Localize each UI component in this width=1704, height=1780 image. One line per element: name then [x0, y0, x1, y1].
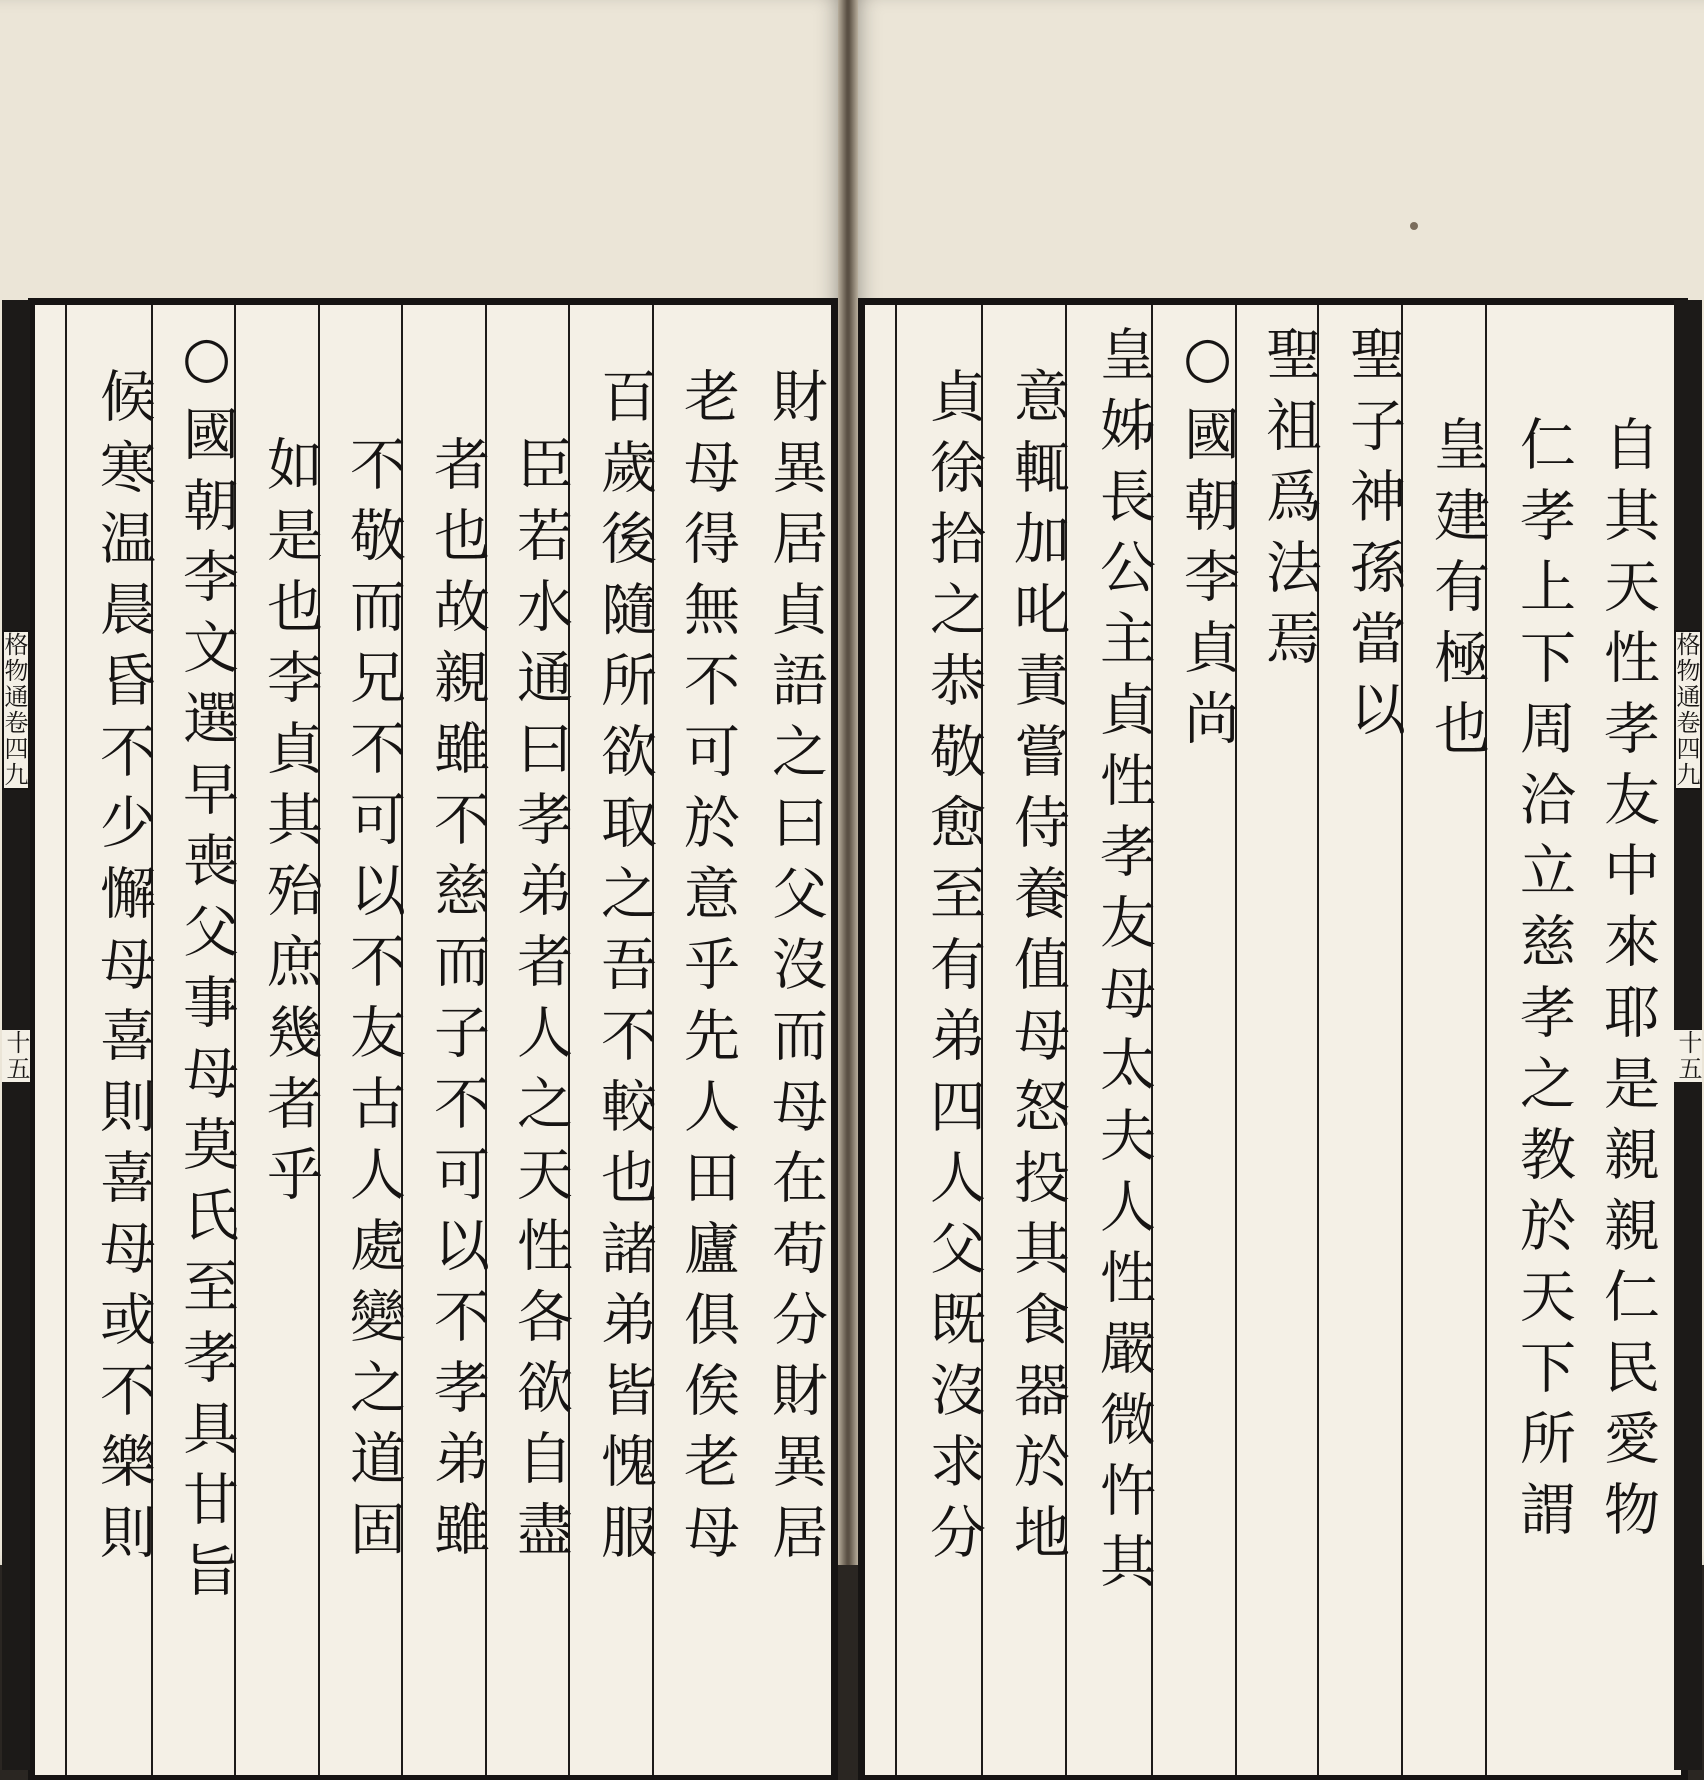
right-column-4-text: 聖子神孫當以: [1341, 325, 1406, 751]
left-column-3-text: 百歲後隨所欲取之吾不較也諸弟皆愧服: [592, 367, 657, 1574]
right-column-7: [1065, 305, 1156, 1775]
left-column-7: [234, 305, 323, 1775]
left-column-7-text: 如是也李貞其殆庶幾者乎: [258, 435, 323, 1216]
right-column-4: [1317, 305, 1406, 1775]
right-column-8-text: 意輒加叱責嘗侍養值母怒投其食器於地: [1005, 367, 1070, 1574]
left-column-8: [151, 305, 239, 1775]
right-column-8: [981, 305, 1070, 1775]
paper-speck: [1410, 222, 1418, 230]
right-column-7-text: 皇姊長公主貞性孝友母太夫人性嚴微忤其: [1091, 325, 1156, 1603]
right-column-5-text: 聖祖爲法焉: [1257, 325, 1322, 680]
left-column-1-text: 財異居貞語之曰父沒而母在苟分財異居: [763, 367, 828, 1574]
right-column-1: [1571, 305, 1660, 1775]
left-column-5: [401, 305, 490, 1775]
left-column-5-text: 者也故親雖不慈而子不可以不孝弟雖: [425, 435, 490, 1571]
left-spine-title: 格物通卷四九: [0, 632, 28, 788]
right-column-1-text: 自其天性孝友中來耶是親親仁民愛物: [1595, 415, 1660, 1551]
right-column-2-text: 仁孝上下周洽立慈孝之教於天下所謂: [1511, 415, 1576, 1551]
right-column-3: [1401, 305, 1490, 1775]
right-column-9: [895, 305, 986, 1775]
right-text-frame: [860, 300, 1686, 1780]
left-column-2: [652, 305, 740, 1775]
right-page-spine: [1674, 300, 1702, 1770]
left-column-8-text: ○國朝李文選早喪父事母莫氏至孝具甘旨: [174, 325, 239, 1612]
book-gutter: [838, 0, 858, 1565]
right-spine-folio: 十五: [1674, 1030, 1702, 1082]
left-column-9-text: 候寒温晨昏不少懈母喜則喜母或不樂則: [91, 367, 156, 1574]
right-spine-title: 格物通卷四九: [1672, 632, 1700, 788]
right-column-5: [1235, 305, 1322, 1775]
left-column-6: [318, 305, 406, 1775]
left-column-1: [735, 305, 828, 1775]
right-column-6: [1151, 305, 1240, 1775]
left-column-6-text: 不敬而兄不可以不友古人處變之道固: [341, 435, 406, 1571]
left-column-4: [485, 305, 573, 1775]
left-page-spine: [2, 300, 30, 1770]
right-column-9-text: 貞徐拾之恭敬愈至有弟四人父既沒求分: [921, 367, 986, 1574]
left-column-9: [65, 305, 156, 1775]
right-column-6-text: ○國朝李貞尚: [1175, 325, 1240, 760]
left-spine-folio: 十五: [2, 1030, 30, 1082]
left-column-2-text: 老母得無不可於意乎先人田廬俱俟老母: [675, 367, 740, 1574]
left-column-4-text: 臣若水通曰孝弟者人之天性各欲自盡: [508, 435, 573, 1571]
right-column-2: [1485, 305, 1576, 1775]
left-text-frame: [30, 300, 836, 1780]
right-column-3-text: 皇建有極也: [1425, 415, 1490, 770]
left-column-3: [568, 305, 657, 1775]
